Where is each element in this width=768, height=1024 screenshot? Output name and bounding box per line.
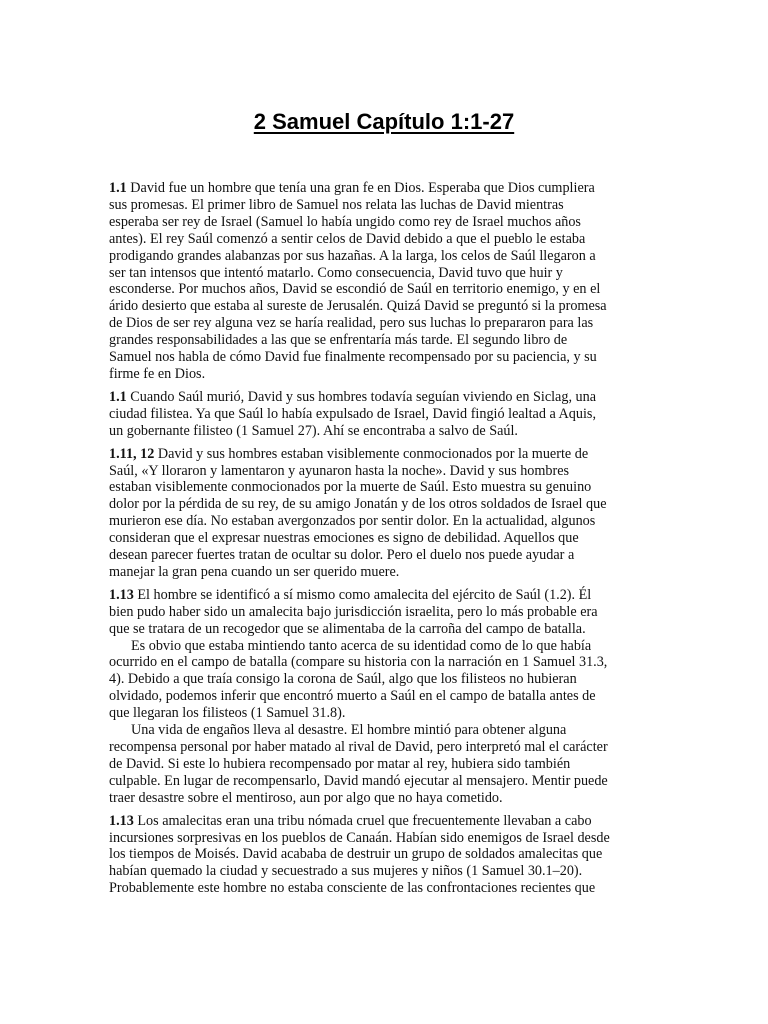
text-line: murieron ese día. No estaban avergonzados por sentir dolor. En la actualidad, algunos	[109, 513, 596, 530]
text-line: recompensa personal por haber matado al rival de David, pero interpretó mal el carácter	[109, 739, 608, 755]
text-line: de Dios de ser rey alguna vez se haría realidad, pero sus luchas lo prepararon para las	[109, 315, 594, 332]
text-line: consideran que el expresar nuestras emociones es signo de debilidad. Aquellos que	[109, 530, 579, 547]
text-line: dolor por la pérdida de su rey, de su amigo Jonatán y de los otros soldados de Israel que	[109, 496, 607, 513]
text-line: sus promesas. El primer libro de Samuel nos relata las luchas de David mientras	[109, 196, 564, 213]
text-line: prodigando grandes alabanzas por sus hazañas. A la larga, los celos de Saúl llegaron a	[109, 247, 596, 264]
text-line: Una vida de engaños lleva al desastre. El hombre mintió para obtener alguna	[131, 722, 567, 739]
text-line: incursiones sorpresivas en los pueblos de Canaán. Habían sido enemigos de Israel desde	[109, 829, 610, 846]
text-line: Samuel nos habla de cómo David fue finalmente recompensado por su paciencia, y su	[109, 349, 597, 366]
verse-reference: 1.1	[109, 180, 127, 196]
text-line: olvidado, podemos inferir que encontró muerto a Saúl en el campo de batalla antes de	[109, 688, 596, 705]
text-line: 4). Debido a que traía consigo la corona de Saúl, algo que los filisteos no hubieran	[109, 671, 577, 688]
paragraph-text: El hombre se identificó a sí mismo como amalecita del ejército de Saúl (1.2). Él	[137, 586, 592, 603]
text-line: que se tratara de un recogedor que se alimentaba de la carroña del campo de batalla.	[109, 620, 586, 637]
text-line: traer desastre sobre el mentiroso, aun por algo que no haya cometido.	[109, 789, 503, 806]
page-title: 2 Samuel Capítulo 1:1-27	[253, 109, 515, 134]
text-line	[109, 446, 659, 463]
text-line: Es obvio que estaba mintiendo tanto acerca de su identidad como de lo que había	[131, 637, 592, 654]
text-line: esperaba ser rey de Israel (Samuel lo había ungido como rey de Israel muchos años	[109, 213, 581, 230]
text-line	[109, 813, 659, 830]
paragraph	[109, 813, 659, 898]
verse-reference: 1.1	[109, 388, 127, 405]
verse-reference: 1.13	[109, 812, 134, 829]
text-line: Probablemente este hombre no estaba consciente de las confrontaciones recientes que	[109, 880, 596, 897]
text-line: de David. Si este lo hubiera recompensado por matar al rey, hubiera sido también	[109, 755, 571, 772]
text-line: estaban visiblemente conmocionados por la muerte de Saúl. Esto muestra su genuino	[109, 479, 592, 496]
text-line: habían quemado la ciudad y secuestrado a sus mujeres y niños (1 Samuel 30.1–20).	[109, 863, 583, 880]
paragraph-text: David y sus hombres estaban visiblemente conmocionados por la muerte de	[157, 445, 589, 462]
text-line: ciudad filistea. Ya que Saúl lo había expulsado de Israel, David fingió lealtad a Aquis,	[109, 405, 596, 422]
verse-reference: 1.11, 12	[109, 445, 155, 462]
text-line	[109, 389, 659, 406]
text-line: los tiempos de Moisés. David acababa de destruir un grupo de soldados amalecitas que	[109, 846, 603, 863]
text-line: desean parecer fuertes tratan de ocultar su dolor. Pero el duelo nos puede ayudar a	[109, 547, 575, 564]
text-line: árido desierto que estaba al sureste de Jerusalén. Quizá David se preguntó si la promesa	[109, 298, 607, 315]
paragraph-text: Los amalecitas eran una tribu nómada cruel que frecuentemente llevaban a cabo	[137, 812, 592, 829]
paragraph	[109, 587, 659, 807]
text-line: culpable. En lugar de recompensarlo, David mandó ejecutar al mensajero. Mentir puede	[109, 772, 608, 789]
text-line: grandes responsabilidades a las que se enfrentaría más tarde. El segundo libro de	[109, 332, 568, 349]
document-body	[109, 180, 659, 903]
text-line: firme fe en Dios.	[109, 365, 206, 382]
text-line: un gobernante filisteo (1 Samuel 27). Ahí se encontraba a salvo de Saúl.	[109, 422, 518, 439]
paragraph-text: Cuando Saúl murió, David y sus hombres todavía seguían viviendo en Siclag, una	[130, 388, 597, 405]
text-line: esconderse. Por muchos años, David se escondió de Saúl en territorio enemigo, y en el	[109, 281, 601, 298]
paragraph	[109, 446, 659, 581]
text-line: Saúl, «Y lloraron y lamentaron y ayunaron hasta la noche». David y sus hombres	[109, 462, 570, 479]
text-line: que llegaran los filisteos (1 Samuel 31.8).	[109, 705, 346, 722]
text-line: bien pudo haber sido un amalecita bajo jurisdicción israelita, pero lo más probable era	[109, 603, 598, 620]
text-line: ocurrido en el campo de batalla (compare su historia con la narración en 1 Samuel 31.3,	[109, 654, 608, 671]
text-line: ser tan intensos que intentó matarlo. Como consecuencia, David tuvo que huir y	[109, 264, 563, 281]
text-line	[109, 587, 659, 604]
paragraph	[109, 389, 659, 440]
paragraph-text: David fue un hombre que tenía una gran fe en Dios. Esperaba que Dios cumpliera	[130, 180, 595, 196]
paragraph	[109, 180, 659, 383]
text-line: manejar la gran pena cuando un ser querido muere.	[109, 563, 400, 580]
verse-reference: 1.13	[109, 586, 134, 603]
text-line: antes). El rey Saúl comenzó a sentir celos de David debido a que el pueblo le estaba	[109, 230, 586, 247]
text-line	[109, 180, 659, 197]
